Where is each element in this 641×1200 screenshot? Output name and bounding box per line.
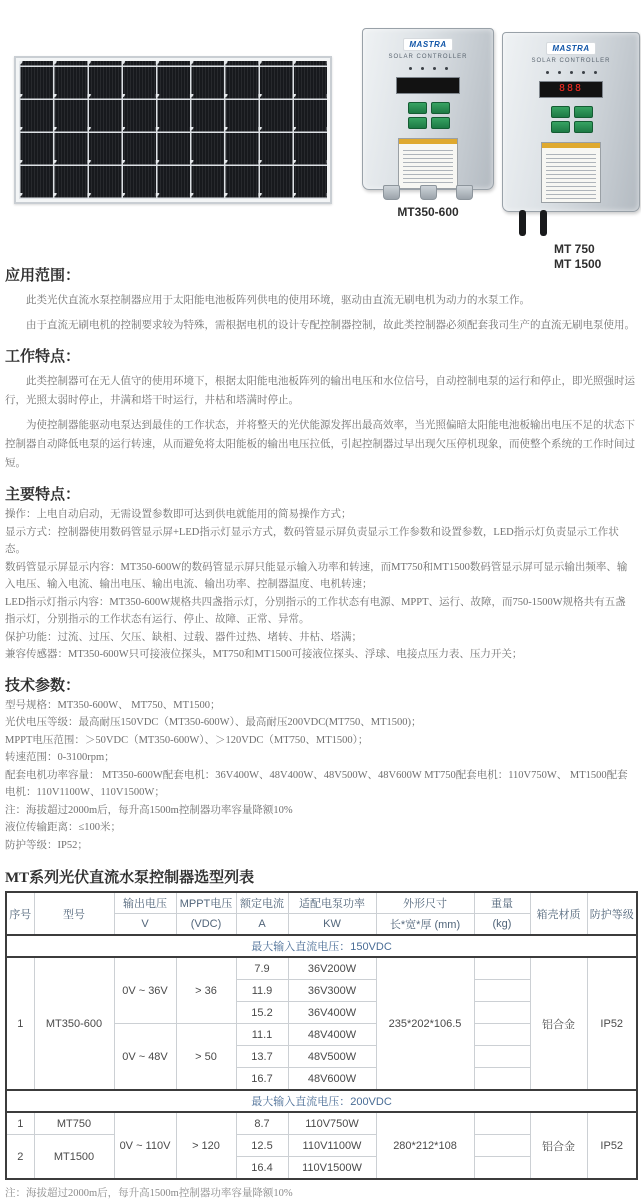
cell-weight: [474, 1112, 530, 1135]
cell-mppt: > 36: [176, 957, 236, 1024]
section-title-working: 工作特点：: [5, 349, 81, 365]
col-header: 重量: [474, 892, 530, 914]
feature-line: LED指示灯指示内容：MT350-600W规格共四盏指示灯，分别指示的工作状态有电源、MPPT、运行、故障，而750-1500W规格共有五盏指示灯，分别指示的工作状态有运行、停止、故障、正常、异常。: [5, 596, 626, 625]
cell-no: 1: [6, 957, 34, 1090]
device-label-mt350-600: MT350-600: [397, 205, 459, 219]
spec-line: 转速范围：0-3100rpm；: [5, 752, 115, 763]
cell-mppt: > 120: [176, 1112, 236, 1179]
cell-pump-power: 110V1100W: [288, 1135, 376, 1157]
cell-pump-power: 110V1500W: [288, 1157, 376, 1180]
device-subtitle: SOLAR CONTROLLER: [531, 58, 611, 64]
cell-voltage: 0V ~ 48V: [114, 1024, 176, 1091]
mounting-ear-icon: [472, 22, 486, 34]
key-button: [408, 117, 427, 129]
key-button: [431, 102, 450, 114]
segment-display: [396, 77, 460, 94]
col-unit: 长*宽*厚 (mm): [376, 914, 474, 936]
spec-line: 液位传输距离：≤100米；: [5, 822, 122, 833]
cell-material: 铝合金: [530, 957, 587, 1090]
spec-line: 注：海拔超过2000m后，每升高1500m控制器功率容量降额10%: [5, 804, 293, 816]
col-header: 防护等级: [587, 892, 637, 935]
led-dot-icon: [421, 67, 424, 70]
spec-line: 配套电机功率容量： MT350-600W配套电机：36V400W、48V400W、48V500W、48V600W MT750配套电机：110V750W、 MT1500配套电机：110V1100W、110V1500W；: [5, 769, 628, 798]
device-label-line: MT 1500: [554, 257, 602, 271]
paragraph: 此类控制器可在无人值守的使用环境下，根据太阳能电池板阵列的输出电压和水位信号，自动控制电泵的运行和停止，即光照强时运行，光照太弱时停止，井满和塔干时运行，井枯和塔满时停止。: [5, 376, 635, 406]
device-label-mt750-1500: [502, 242, 640, 272]
cell-weight: [474, 1135, 530, 1157]
section-title-specs: 技术参数：: [5, 677, 81, 694]
gland-icon: [420, 185, 437, 200]
section-title-features: 主要特点：: [5, 487, 81, 503]
cell-dimensions: 235*202*106.5: [376, 957, 474, 1090]
keypad-buttons: [551, 106, 591, 133]
mounting-ear-icon: [618, 26, 632, 38]
led-dot-icon: [594, 71, 597, 74]
device-subtitle: SOLAR CONTROLLER: [388, 54, 468, 60]
cell-model: MT1500: [34, 1135, 114, 1180]
cell-voltage: 0V ~ 110V: [114, 1112, 176, 1179]
cell-weight: [474, 1002, 530, 1024]
controller-mt750-1500-image: [502, 32, 640, 272]
feature-line: 操作：上电自动启动，无需设置参数即可达到供电就能用的简易操作方式；: [5, 509, 352, 520]
led-dot-icon: [546, 71, 549, 74]
brand-logo: MASTRA: [546, 42, 595, 55]
key-button: [574, 121, 593, 133]
cell-weight: [474, 1068, 530, 1091]
cell-material: 铝合金: [530, 1112, 587, 1179]
cell-current: 8.7: [236, 1112, 288, 1135]
led-dot-icon: [409, 67, 412, 70]
paragraph: 此类光伏直流水泵控制器应用于太阳能电池板阵列供电的使用环境，驱动由直流无刷电机为动力的水泵工作。: [26, 295, 530, 306]
cell-ip: IP52: [587, 1112, 637, 1179]
warning-stripe-icon: [542, 143, 600, 148]
cell-current: 13.7: [236, 1046, 288, 1068]
cell-pump-power: 36V300W: [288, 980, 376, 1002]
segment-display: 888: [539, 81, 603, 98]
section-band-150vdc: 最大输入直流电压：150VDC: [6, 935, 637, 957]
warning-label: [398, 138, 458, 189]
cable-icon: [540, 210, 547, 236]
mounting-ear-icon: [370, 22, 384, 34]
spec-line: MPPT电压范围：＞50VDC（MT350-600W）、＞120VDC（MT750、MT1500）；: [5, 734, 369, 746]
cell-pump-power: 36V400W: [288, 1002, 376, 1024]
paragraph: 由于直流无刷电机的控制要求较为特殊，需根据电机的设计专配控制器控制，故此类控制器必须配套我司生产的直流无刷电泵使用。: [26, 320, 635, 331]
cell-model: MT350-600: [34, 957, 114, 1090]
section-band-200vdc: 最大输入直流电压：200VDC: [6, 1090, 637, 1112]
feature-line: 兼容传感器：MT350-600W只可接液位探头，MT750和MT1500可接液位探头、浮球、电接点压力表、压力开关；: [5, 649, 523, 660]
cell-voltage: 0V ~ 36V: [114, 957, 176, 1024]
led-dot-icon: [433, 67, 436, 70]
cell-weight: [474, 957, 530, 980]
spec-line: 防护等级：IP52；: [5, 839, 88, 851]
solar-panel-image: [14, 56, 332, 204]
col-header: 序号: [6, 892, 34, 935]
cell-no: 2: [6, 1135, 34, 1180]
cell-current: 16.7: [236, 1068, 288, 1091]
brand-logo: MASTRA: [403, 38, 452, 51]
cell-pump-power: 48V400W: [288, 1024, 376, 1046]
cell-pump-power: 110V750W: [288, 1112, 376, 1135]
cable-icon: [519, 210, 526, 236]
warning-stripe-icon: [399, 139, 457, 144]
col-header: 额定电流: [236, 892, 288, 914]
led-indicators: [546, 71, 597, 74]
section-title-application: 应用范围：: [5, 268, 81, 284]
col-header: 箱壳材质: [530, 892, 587, 935]
product-images: [0, 0, 641, 271]
warning-text-lines: [403, 147, 453, 185]
gland-icon: [383, 185, 400, 200]
cell-weight: [474, 1046, 530, 1068]
cell-pump-power: 36V200W: [288, 957, 376, 980]
feature-line: 显示方式：控制器使用数码管显示屏+LED指示灯显示方式，数码管显示屏负责显示工作参数和设置参数，LED指示灯负责显示工作状态。: [5, 526, 619, 555]
controller-mt350-600-image: [362, 28, 494, 219]
col-header: 输出电压: [114, 892, 176, 914]
controller-body: [502, 32, 640, 212]
led-dot-icon: [582, 71, 585, 74]
cell-mppt: > 50: [176, 1024, 236, 1091]
key-button: [408, 102, 427, 114]
cell-weight: [474, 1024, 530, 1046]
warning-text-lines: [546, 151, 596, 199]
cell-weight: [474, 1157, 530, 1180]
col-header: 型号: [34, 892, 114, 935]
col-unit: KW: [288, 914, 376, 936]
spec-line: 光伏电压等级：最高耐压150VDC（MT350-600W）、最高耐压200VDC(MT750、MT1500)；: [5, 717, 422, 728]
cell-current: 11.9: [236, 980, 288, 1002]
cell-pump-power: 48V600W: [288, 1068, 376, 1091]
led-dot-icon: [445, 67, 448, 70]
cell-pump-power: 48V500W: [288, 1046, 376, 1068]
controller-body: [362, 28, 494, 190]
keypad-buttons: [408, 102, 448, 129]
feature-line: 数码管显示屏显示内容：MT350-600W的数码管显示屏只能显示输入功率和转速，而MT750和MT1500数码管显示屏可显示输出频率、输入电压、输入电流、输出电压、输出电流、输出功率、控制器温度、电机转速；: [5, 561, 628, 590]
cell-current: 11.1: [236, 1024, 288, 1046]
col-header: MPPT电压: [176, 892, 236, 914]
gland-icon: [456, 185, 473, 200]
col-header: 适配电泵功率: [288, 892, 376, 914]
col-unit: V: [114, 914, 176, 936]
warning-label: [541, 142, 601, 203]
cell-current: 12.5: [236, 1135, 288, 1157]
paragraph: 为使控制器能驱动电泵达到最佳的工作状态，并将整天的光伏能源发挥出最高效率，当光照偏暗太阳能电池板输出电压不足的状态下控制器自动降低电泵的运行转速，从而避免将太阳能板的输出电压拉低，引起控制器过早出现欠压停机现象，而使整个系统的工作时间过短。: [5, 420, 635, 469]
cell-no: 1: [6, 1112, 34, 1135]
cell-ip: IP52: [587, 957, 637, 1090]
selection-table: [5, 891, 638, 1180]
output-cables: [519, 210, 547, 236]
col-unit: A: [236, 914, 288, 936]
feature-line: 保护功能：过流、过压、欠压、缺相、过载、器件过热、堵转、井枯、塔满；: [5, 631, 362, 643]
cable-glands: [363, 185, 493, 200]
led-dot-icon: [570, 71, 573, 74]
key-button: [551, 121, 570, 133]
table-title: MT系列光伏直流水泵控制器选型列表: [5, 870, 255, 886]
table-row: [6, 1112, 637, 1135]
content: [0, 264, 641, 1200]
cell-dimensions: 280*212*108: [376, 1112, 474, 1179]
table-footnote: 注：海拔超过2000m后，每升高1500m控制器功率容量降额10%: [5, 1188, 293, 1199]
col-unit: (kg): [474, 914, 530, 936]
key-button: [551, 106, 570, 118]
cell-current: 15.2: [236, 1002, 288, 1024]
spec-line: 型号规格：MT350-600W、 MT750、MT1500；: [5, 699, 221, 711]
led-indicators: [409, 67, 448, 70]
mounting-ear-icon: [510, 26, 524, 38]
cell-model: MT750: [34, 1112, 114, 1135]
cell-current: 7.9: [236, 957, 288, 980]
led-dot-icon: [558, 71, 561, 74]
cell-current: 16.4: [236, 1157, 288, 1180]
device-label-line: MT 750: [554, 242, 595, 256]
col-unit: (VDC): [176, 914, 236, 936]
table-row: [6, 957, 637, 980]
col-header: 外形尺寸: [376, 892, 474, 914]
key-button: [574, 106, 593, 118]
key-button: [431, 117, 450, 129]
solar-cells-grid: [19, 61, 327, 199]
cell-weight: [474, 980, 530, 1002]
